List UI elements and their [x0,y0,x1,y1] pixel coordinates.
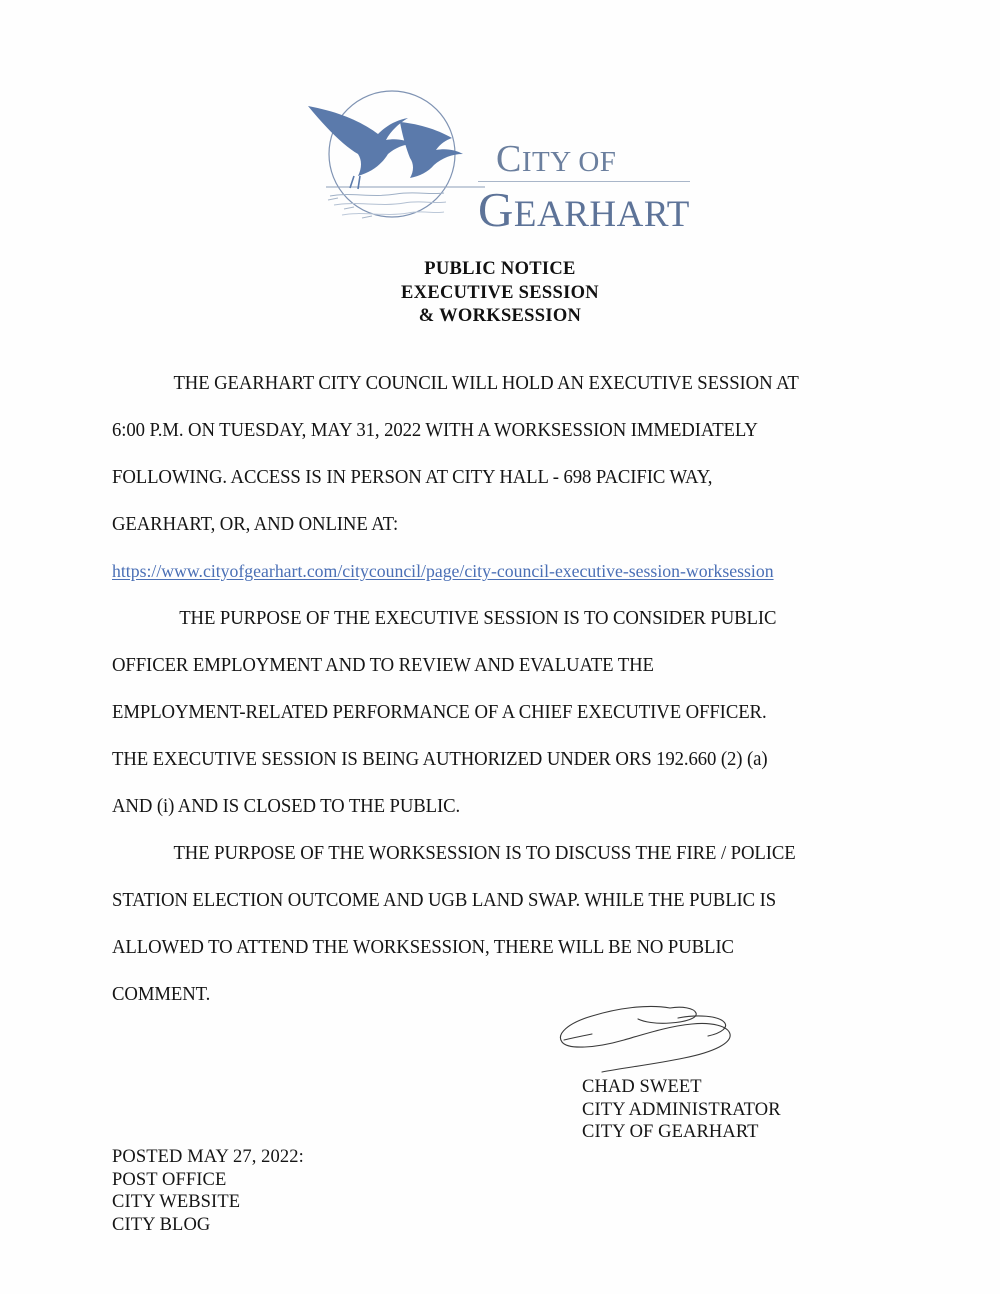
wordmark-city-rest: ITY OF [521,146,617,178]
paragraph-line: EMPLOYMENT-RELATED PERFORMANCE OF A CHIEF EXECUTIVE OFFICER. [112,702,767,723]
posted-location-city-website: CITY WEBSITE [112,1192,241,1212]
gearhart-seagulls-circle-logo [300,88,490,238]
paragraph-line: AND (i) AND IS CLOSED TO THE PUBLIC. [112,796,461,817]
paragraph-line: THE PURPOSE OF THE WORKSESSION IS TO DISCUSS THE FIRE / POLICE [173,843,796,864]
wordmark-gearhart-initial: G [478,182,514,237]
paragraph-worksession-purpose [112,830,872,1018]
posted-location-city-blog: CITY BLOG [112,1214,211,1235]
notice-body [112,360,872,1018]
signature-names [582,1076,848,1144]
paragraph-executive-session-purpose [112,595,872,830]
signature-block [548,1002,848,1144]
city-wordmark [478,140,703,235]
paragraph-line: COMMENT. [112,984,211,1005]
wordmark-gearhart-rest: EARHART [513,194,690,235]
posting-block [112,1146,304,1236]
heading-line-worksession: & WORKSESSION [418,306,582,326]
signer-title: CITY ADMINISTRATOR [582,1099,781,1120]
meeting-url-link[interactable]: https://www.cityofgearhart.com/citycouncil/page/city-council-executive-session-worksession [112,561,774,581]
posted-location-post-office: POST OFFICE [112,1169,227,1190]
signer-organization: CITY OF GEARHART [582,1122,759,1142]
signer-name: CHAD SWEET [582,1077,702,1097]
paragraph-meeting-details [112,360,872,548]
paragraph-line: THE PURPOSE OF THE EXECUTIVE SESSION IS TO CONSIDER PUBLIC [179,608,777,629]
city-logo [0,88,1000,248]
wordmark-city-initial: C [496,138,522,180]
paragraph-line: 6:00 P.M. ON TUESDAY, MAY 31, 2022 WITH A WORKSESSION IMMEDIATELY [112,420,758,441]
heading-line-public-notice: PUBLIC NOTICE [424,259,576,279]
heading-line-executive-session: EXECUTIVE SESSION [401,282,599,303]
meeting-link-line [112,548,861,595]
paragraph-line: ALLOWED TO ATTEND THE WORKSESSION, THERE WILL BE NO PUBLIC [112,937,734,958]
handwritten-signature [552,1002,752,1074]
paragraph-line: STATION ELECTION OUTCOME AND UGB LAND SWAP. WHILE THE PUBLIC IS [112,890,777,911]
wordmark-gearhart [478,184,703,235]
paragraph-line: FOLLOWING. ACCESS IS IN PERSON AT CITY HALL - 698 PACIFIC WAY, [112,467,713,488]
paragraph-line: OFFICER EMPLOYMENT AND TO REVIEW AND EVALUATE THE [112,655,654,676]
notice-heading [0,258,1000,329]
paragraph-line: THE EXECUTIVE SESSION IS BEING AUTHORIZED UNDER ORS 192.660 (2) (a) [112,749,768,770]
paragraph-line: GEARHART, OR, AND ONLINE AT: [112,514,399,535]
paragraph-line: THE GEARHART CITY COUNCIL WILL HOLD AN EXECUTIVE SESSION AT [173,373,799,394]
wordmark-city-of [478,140,703,178]
posted-date: POSTED MAY 27, 2022: [112,1147,304,1167]
